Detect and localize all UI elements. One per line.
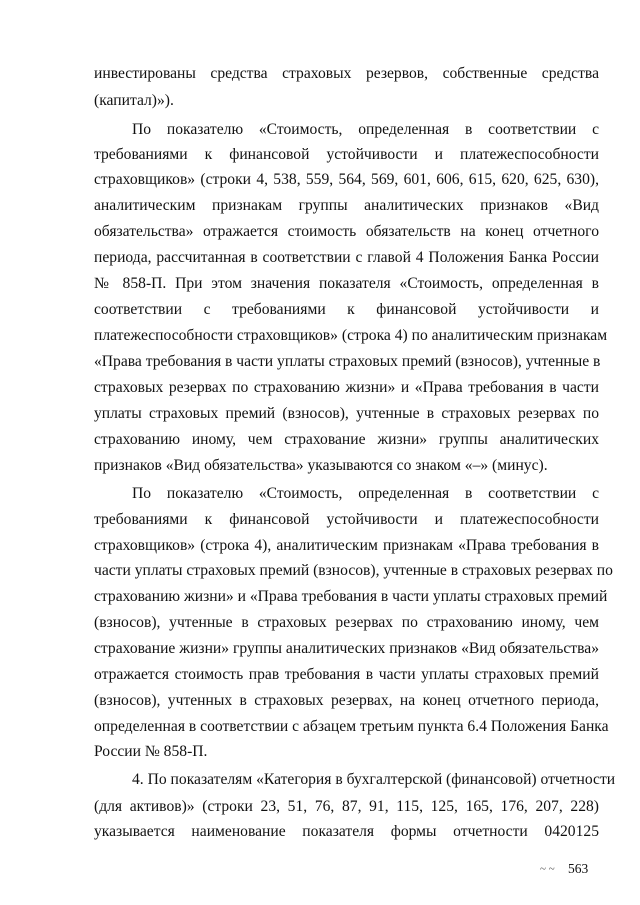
text-line: платежеспособности страховщиков» (строка 4) по аналитическим признакам <box>94 327 608 344</box>
page-number: 563 <box>568 861 589 876</box>
text-line: По показателю «Стоимость, определенная в соответствии с <box>132 121 599 138</box>
text-line: требованиями к финансовой устойчивости и платежеспособности <box>94 511 599 528</box>
text-line: (для активов)» (строки 23, 51, 76, 87, 91, 115, 125, 165, 176, 207, 228) <box>94 798 599 815</box>
text-line: № 858-П. При этом значения показателя «Стоимость, определенная в <box>94 275 599 292</box>
text-line: страхованию жизни» и «Права требования в части уплаты страховых премий <box>94 588 608 605</box>
text-line: уплаты страховых премий (взносов), учтенные в страховых резервах по <box>94 405 599 422</box>
scan-mark: ~ ~ <box>540 863 555 875</box>
text-line: части уплаты страховых премий (взносов), учтенные в страховых резервах по <box>94 562 613 579</box>
text-line: соответствии с требованиями к финансовой устойчивости и <box>94 301 599 318</box>
text-line: определенная в соответствии с абзацем третьим пункта 6.4 Положения Банка <box>94 718 609 735</box>
text-line: отражается стоимость прав требования в части уплаты страховых премий <box>94 666 599 683</box>
text-line: периода, рассчитанная в соответствии с главой 4 Положения Банка России <box>94 249 599 266</box>
text-line: 4. По показателям «Категория в бухгалтерской (финансовой) отчетности <box>132 771 616 788</box>
text-line: страховых резервах по страхованию жизни» и «Права требования в части <box>94 379 599 396</box>
text-line: (взносов), учтенных в страховых резервах, на конец отчетного периода, <box>94 692 599 709</box>
text-line: (капитал)»). <box>94 92 174 109</box>
text-line: (взносов), учтенные в страховых резервах по страхованию иному, чем <box>94 614 599 631</box>
text-line: страхование жизни» группы аналитических признаков «Вид обязательства» <box>94 640 599 657</box>
text-line: страхованию иному, чем страхование жизни» группы аналитических <box>94 431 599 448</box>
text-line: обязательства» отражается стоимость обязательств на конец отчетного <box>94 223 599 240</box>
text-line: По показателю «Стоимость, определенная в соответствии с <box>132 485 599 502</box>
text-line: аналитическим признакам группы аналитических признаков «Вид <box>94 197 599 214</box>
text-line: «Права требования в части уплаты страховых премий (взносов), учтенные в <box>94 353 601 370</box>
text-line: инвестированы средства страховых резервов, собственные средства <box>94 65 599 82</box>
text-line: требованиями к финансовой устойчивости и платежеспособности <box>94 146 599 163</box>
text-line: России № 858-П. <box>94 743 208 760</box>
text-line: страховщиков» (строки 4, 538, 559, 564, 569, 601, 606, 615, 620, 625, 630), <box>94 171 599 188</box>
text-line: указывается наименование показателя формы отчетности 0420125 <box>94 823 599 840</box>
text-line: страховщиков» (строка 4), аналитическим признакам «Права требования в <box>94 537 599 554</box>
text-line: признаков «Вид обязательства» указываются со знаком «–» (минус). <box>94 457 548 474</box>
